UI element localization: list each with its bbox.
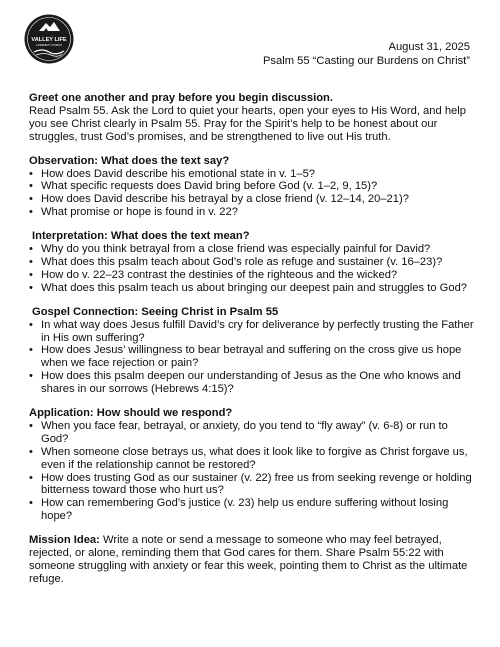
mission-label: Mission Idea:: [29, 534, 100, 547]
header-block: [263, 41, 470, 68]
mission-text: Write a note or send a message to someone who may feel betrayed, rejected, or alone, reminding them that God cares for them. Share Psalm 55:22 with someone struggling with anxiety or fear this week, pointing them to Christ as the ultimate refuge.: [29, 534, 468, 585]
application-section: [29, 407, 475, 523]
list-item: • How does this psalm deepen our understanding of Jesus as the One who knows and shares in our sorrows (Hebrews 4:15)?: [29, 370, 475, 396]
list-item: • How does David describe his emotional state in v. 1–5?: [29, 168, 475, 181]
list-item: • How does David describe his betrayal by a close friend (v. 12–14, 20–21)?: [29, 193, 475, 206]
study-guide-content: [29, 92, 475, 597]
observation-list: [29, 168, 475, 220]
interpretation-heading: Interpretation: What does the text mean?: [32, 230, 250, 243]
intro-heading: Greet one another and pray before you begin discussion.: [29, 92, 333, 104]
list-item: • What specific requests does David bring before God (v. 1–2, 9, 15)?: [29, 180, 475, 193]
list-item: • In what way does Jesus fulfill David’s cry for deliverance by perfectly trusting the Father in His own suffering?: [29, 319, 475, 345]
gospel-heading: Gospel Connection: Seeing Christ in Psalm 55: [32, 305, 279, 318]
list-item: • How does trusting God as our sustainer (v. 22) free us from seeking revenge or holding bitterness toward those who hurt us?: [29, 472, 475, 498]
logo-line2: COMMUNITY CHURCH: [36, 44, 62, 47]
application-heading: Application: How should we respond?: [29, 407, 233, 420]
list-item: • How can remembering God’s justice (v. 23) help us endure suffering without losing hope?: [29, 497, 475, 523]
interpretation-section: [29, 230, 475, 295]
list-item: • When you face fear, betrayal, or anxiety, do you tend to “fly away” (v. 6-8) or run to God?: [29, 420, 475, 446]
subtitle-text: Psalm 55 “Casting our Burdens on Christ”: [262, 54, 470, 67]
list-item: • How do v. 22–23 contrast the destinies of the righteous and the wicked?: [29, 269, 475, 282]
gospel-list: [29, 319, 475, 396]
observation-section: [29, 155, 475, 220]
list-item: • What promise or hope is found in v. 22?: [29, 206, 475, 219]
logo-line1: VALLEY LIFE: [31, 37, 67, 43]
mission-section: [29, 534, 475, 586]
date-text: August 31, 2025: [388, 41, 470, 53]
list-item: • How does Jesus’ willingness to bear betrayal and suffering on the cross give us hope when we face rejection or pain?: [29, 344, 475, 370]
church-logo: [24, 14, 74, 64]
intro-section: [29, 92, 475, 144]
list-item: • Why do you think betrayal from a close friend was especially painful for David?: [29, 243, 475, 256]
observation-heading: Observation: What does the text say?: [29, 154, 230, 167]
interpretation-list: [29, 243, 475, 295]
application-list: [29, 420, 475, 523]
intro-text: Read Psalm 55. Ask the Lord to quiet your hearts, open your eyes to His Word, and help you see Christ clearly in Psalm 55. Pray for the Spirit’s help to be honest about our struggles, trust God’s promises, and be strengthened to live out His truth.: [29, 104, 466, 143]
church-logo-icon: [24, 14, 74, 64]
list-item: • What does this psalm teach about God’s role as refuge and sustainer (v. 16–23)?: [29, 256, 475, 269]
gospel-section: [29, 306, 475, 396]
list-item: • What does this psalm teach us about bringing our deepest pain and struggles to God?: [29, 282, 475, 295]
list-item: • When someone close betrays us, what does it look like to forgive as Christ forgave us, even if the relationship cannot be restored?: [29, 446, 475, 472]
